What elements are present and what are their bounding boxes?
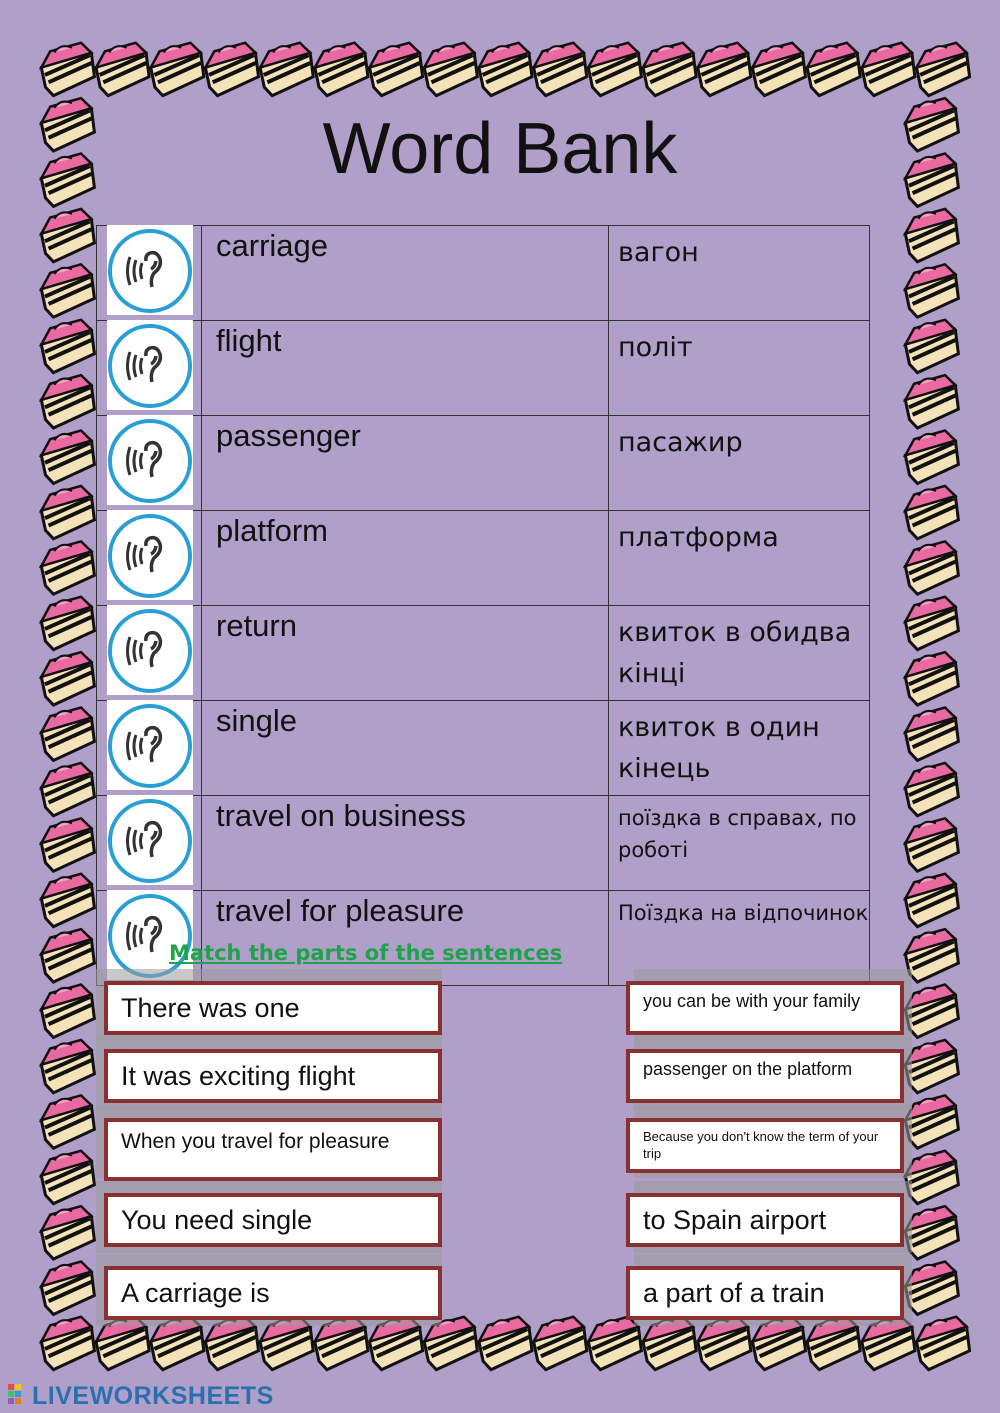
right-sentence-part[interactable] <box>626 1118 904 1173</box>
logo-text: LIVEWORKSHEETS <box>32 1382 274 1410</box>
ear-sound-icon[interactable] <box>106 322 194 410</box>
cake-slice-icon <box>38 1093 98 1149</box>
word-bank-row <box>97 226 870 321</box>
right-part-text: passenger on the platform <box>643 1059 853 1079</box>
cake-slice-icon <box>913 41 973 97</box>
listen-cell <box>97 511 202 606</box>
cake-slice-icon <box>38 650 98 706</box>
ear-sound-icon[interactable] <box>106 607 194 695</box>
cake-slice-icon <box>902 539 962 595</box>
left-sentence-part[interactable] <box>104 981 442 1035</box>
cake-slice-icon <box>38 1149 98 1205</box>
right-sentence-part[interactable] <box>626 1193 904 1247</box>
left-sentence-part[interactable] <box>104 1118 442 1181</box>
ear-sound-icon[interactable] <box>106 702 194 790</box>
cake-slice-icon <box>804 41 864 97</box>
word-bank-row <box>97 701 870 796</box>
cake-slice-icon <box>902 761 962 817</box>
listen-cell <box>97 226 202 321</box>
cake-slice-icon <box>38 706 98 762</box>
cake-slice-icon <box>858 41 918 97</box>
cake-slice-icon <box>476 1315 536 1371</box>
left-sentence-part[interactable] <box>104 1266 442 1320</box>
cake-slice-icon <box>147 41 207 97</box>
english-word: return <box>202 606 609 701</box>
cake-slice-icon <box>257 41 317 97</box>
cake-slice-icon <box>38 927 98 983</box>
cake-slice-icon <box>38 373 98 429</box>
cake-slice-icon <box>902 262 962 318</box>
cake-slice-icon <box>311 41 371 97</box>
cake-slice-icon <box>902 650 962 706</box>
cake-slice-icon <box>38 41 98 97</box>
page-title: Word Bank <box>322 109 678 189</box>
cake-slice-icon <box>902 595 962 651</box>
cake-slice-icon <box>38 1260 98 1316</box>
left-part-text: There was one <box>121 993 300 1023</box>
cake-slice-icon <box>476 41 536 97</box>
english-word: travel for pleasure <box>202 891 609 986</box>
listen-cell <box>97 796 202 891</box>
right-part-text: Because you don't know the term of your trip <box>643 1129 879 1161</box>
cake-slice-icon <box>421 41 481 97</box>
cake-slice-icon <box>902 816 962 872</box>
cake-slice-icon <box>749 41 809 97</box>
cake-slice-icon <box>38 872 98 928</box>
word-bank-table <box>96 225 870 986</box>
right-part-text: you can be with your family <box>643 991 861 1011</box>
logo-icon <box>8 1382 30 1408</box>
cake-slice-icon <box>902 872 962 928</box>
ukrainian-translation: квиток в один кінець <box>609 701 870 796</box>
cake-slice-icon <box>530 41 590 97</box>
cake-slice-icon <box>902 318 962 374</box>
cake-slice-icon <box>38 761 98 817</box>
ear-sound-icon[interactable] <box>106 512 194 600</box>
right-sentence-part[interactable] <box>626 1049 904 1103</box>
cake-slice-icon <box>202 41 262 97</box>
cake-slice-icon <box>902 207 962 263</box>
cake-slice-icon <box>93 41 153 97</box>
cake-slice-icon <box>640 41 700 97</box>
match-instruction: Match the parts of the sentences <box>169 941 563 965</box>
cake-slice-icon <box>38 816 98 872</box>
left-part-text: When you travel for pleasure <box>121 1130 390 1153</box>
word-bank-row <box>97 606 870 701</box>
listen-cell <box>97 606 202 701</box>
listen-cell <box>97 321 202 416</box>
cake-slice-icon <box>38 429 98 485</box>
ukrainian-translation: квиток в обидва кінці <box>609 606 870 701</box>
word-bank-row <box>97 321 870 416</box>
right-part-text: a part of a train <box>643 1278 825 1308</box>
cake-slice-icon <box>38 207 98 263</box>
english-word: passenger <box>202 416 609 511</box>
english-word: carriage <box>202 226 609 321</box>
cake-slice-icon <box>366 41 426 97</box>
english-word: flight <box>202 321 609 416</box>
cake-slice-icon <box>585 41 645 97</box>
cake-slice-icon <box>38 983 98 1039</box>
ukrainian-translation: пасажир <box>609 416 870 511</box>
left-part-text: You need single <box>121 1205 313 1235</box>
ear-sound-icon[interactable] <box>106 227 194 315</box>
ukrainian-translation: Поїздка на відпочинок <box>609 891 870 986</box>
listen-cell <box>97 701 202 796</box>
left-part-text: It was exciting flight <box>121 1061 356 1091</box>
cake-slice-icon <box>530 1315 590 1371</box>
ear-sound-icon[interactable] <box>106 417 194 505</box>
cake-slice-icon <box>38 539 98 595</box>
cake-slice-icon <box>38 484 98 540</box>
ukrainian-translation: поїздка в справах, по роботі <box>609 796 870 891</box>
right-sentence-part[interactable] <box>626 1266 904 1320</box>
cake-slice-icon <box>902 373 962 429</box>
cake-slice-icon <box>902 484 962 540</box>
ear-sound-icon[interactable] <box>106 797 194 885</box>
listen-cell <box>97 416 202 511</box>
cake-slice-icon <box>694 41 754 97</box>
cake-slice-icon <box>38 1038 98 1094</box>
word-bank-row <box>97 511 870 606</box>
word-bank-row <box>97 796 870 891</box>
cake-slice-icon <box>913 1315 973 1371</box>
ukrainian-translation: вагон <box>609 226 870 321</box>
ukrainian-translation: платформа <box>609 511 870 606</box>
liveworksheets-logo <box>8 1382 274 1410</box>
ear-sound-icon[interactable] <box>106 892 194 980</box>
right-sentence-part[interactable] <box>626 981 904 1035</box>
english-word: single <box>202 701 609 796</box>
cake-slice-icon <box>38 318 98 374</box>
cake-slice-icon <box>38 1315 98 1371</box>
cake-slice-icon <box>902 706 962 762</box>
english-word: travel on business <box>202 796 609 891</box>
cake-slice-icon <box>902 429 962 485</box>
word-bank-row <box>97 416 870 511</box>
cake-slice-icon <box>38 1204 98 1260</box>
left-part-text: A carriage is <box>121 1278 270 1308</box>
left-sentence-part[interactable] <box>104 1049 442 1103</box>
ukrainian-translation: політ <box>609 321 870 416</box>
english-word: platform <box>202 511 609 606</box>
right-part-text: to Spain airport <box>643 1205 827 1235</box>
cake-slice-icon <box>38 262 98 318</box>
cake-slice-icon <box>38 595 98 651</box>
left-sentence-part[interactable] <box>104 1193 442 1247</box>
